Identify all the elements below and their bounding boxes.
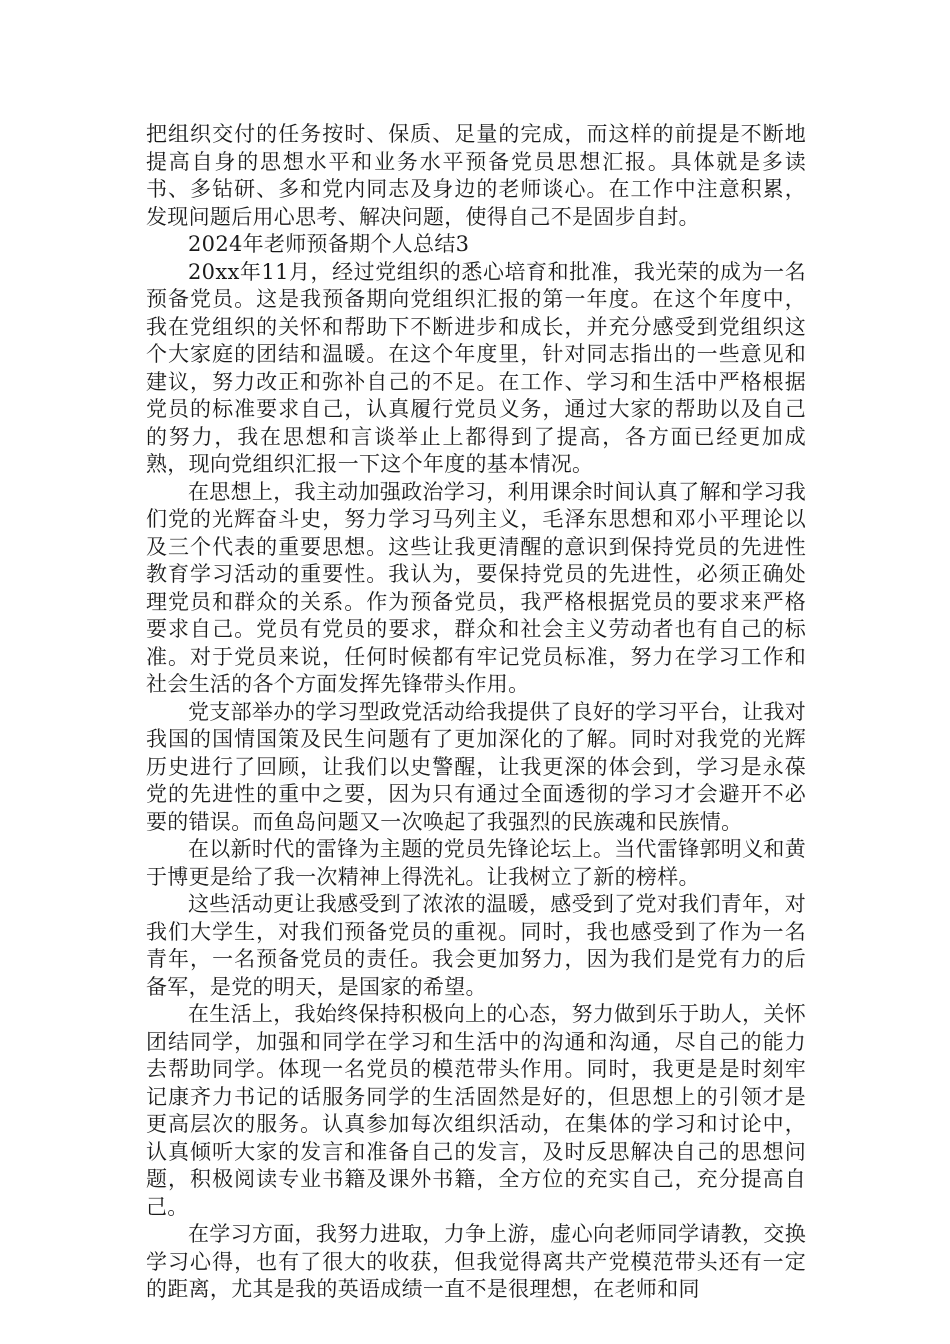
- paragraph-activities: 党支部举办的学习型政党活动给我提供了良好的学习平台，让我对我国的国情国策及民生问题有了更加深化的了解。同时对我党的光辉历史进行了回顾，让我们以史警醒，让我更深的体会到，学习是永葆党的先进性的重中之要，因为只有通过全面透彻的学习才会避开不必要的错误。而鱼岛问题又一次唤起了我强烈的民族魂和民族情。: [146, 699, 806, 834]
- paragraph-warmth: 这些活动更让我感受到了浓浓的温暖，感受到了党对我们青年，对我们大学生，对我们预备党员的重视。同时，我也感受到了作为一名青年，一名预备党员的责任。我会更加努力，因为我们是党有力的后备军，是党的明天，是国家的希望。: [146, 892, 806, 999]
- paragraph-life: 在生活上，我始终保持积极向上的心态，努力做到乐于助人，关怀团结同学，加强和同学在学习和生活中的沟通和沟通，尽自己的能力去帮助同学。体现一名党员的模范带头作用。同时，我更是是时刻牢记康齐力书记的话服务同学的生活固然是好的，但思想上的引领才是更高层次的服务。认真参加每次组织活动，在集体的学习和讨论中，认真倾听大家的发言和准备自己的发言，及时反思解决自己的思想问题，积极阅读专业书籍及课外书籍，全方位的充实自己，充分提高自己。: [146, 1002, 806, 1219]
- paragraph-continuation: 把组织交付的任务按时、保质、足量的完成，而这样的前提是不断地提高自身的思想水平和业务水平预备党员思想汇报。具体就是多读书、多钻研、多和党内同志及身边的老师谈心。在工作中注意积累，发现问题后用心思考、解决问题，使得自己不是固步自封。: [146, 122, 806, 229]
- paragraph-study: 在学习方面，我努力进取，力争上游，虚心向老师同学请教，交换学习心得，也有了很大的收获，但我觉得离共产党模范带头还有一定的距离，尤其是我的英语成绩一直不是很理想，在老师和同: [146, 1222, 806, 1301]
- paragraph-thought: 在思想上，我主动加强政治学习，利用课余时间认真了解和学习我们党的光辉奋斗史，努力学习马列主义，毛泽东思想和邓小平理论以及三个代表的重要思想。这些让我更清醒的意识到保持党员的先进性教育学习活动的重要性。我认为，要保持党员的先进性，必须正确处理党员和群众的关系。作为预备党员，我严格根据党员的要求来严格要求自己。党员有党员的要求，群众和社会主义劳动者也有自己的标准。对于党员来说，任何时候都有牢记党员标准，努力在学习工作和社会生活的各个方面发挥先锋带头作用。: [146, 479, 806, 696]
- document-page: [146, 121, 806, 1304]
- paragraph-intro: 20xx年11月，经过党组织的悉心培育和批准，我光荣的成为一名预备党员。这是我预备期向党组织汇报的第一年度。在这个年度中，我在党组织的关怀和帮助下不断进步和成长，并充分感受到党组织这个大家庭的团结和温暖。在这个年度里，针对同志指出的一些意见和建议，努力改正和弥补自己的不足。在工作、学习和生活中严格根据党员的标准要求自己，认真履行党员义务，通过大家的帮助以及自己的努力，我在思想和言谈举止上都得到了提高，各方面已经更加成熟，现向党组织汇报一下这个年度的基本情况。: [146, 259, 806, 476]
- section-heading: 2024年老师预备期个人总结3: [188, 232, 470, 256]
- paragraph-forum: 在以新时代的雷锋为主题的党员先锋论坛上。当代雷锋郭明义和黄于博更是给了我一次精神上得洗礼。让我树立了新的榜样。: [146, 837, 806, 889]
